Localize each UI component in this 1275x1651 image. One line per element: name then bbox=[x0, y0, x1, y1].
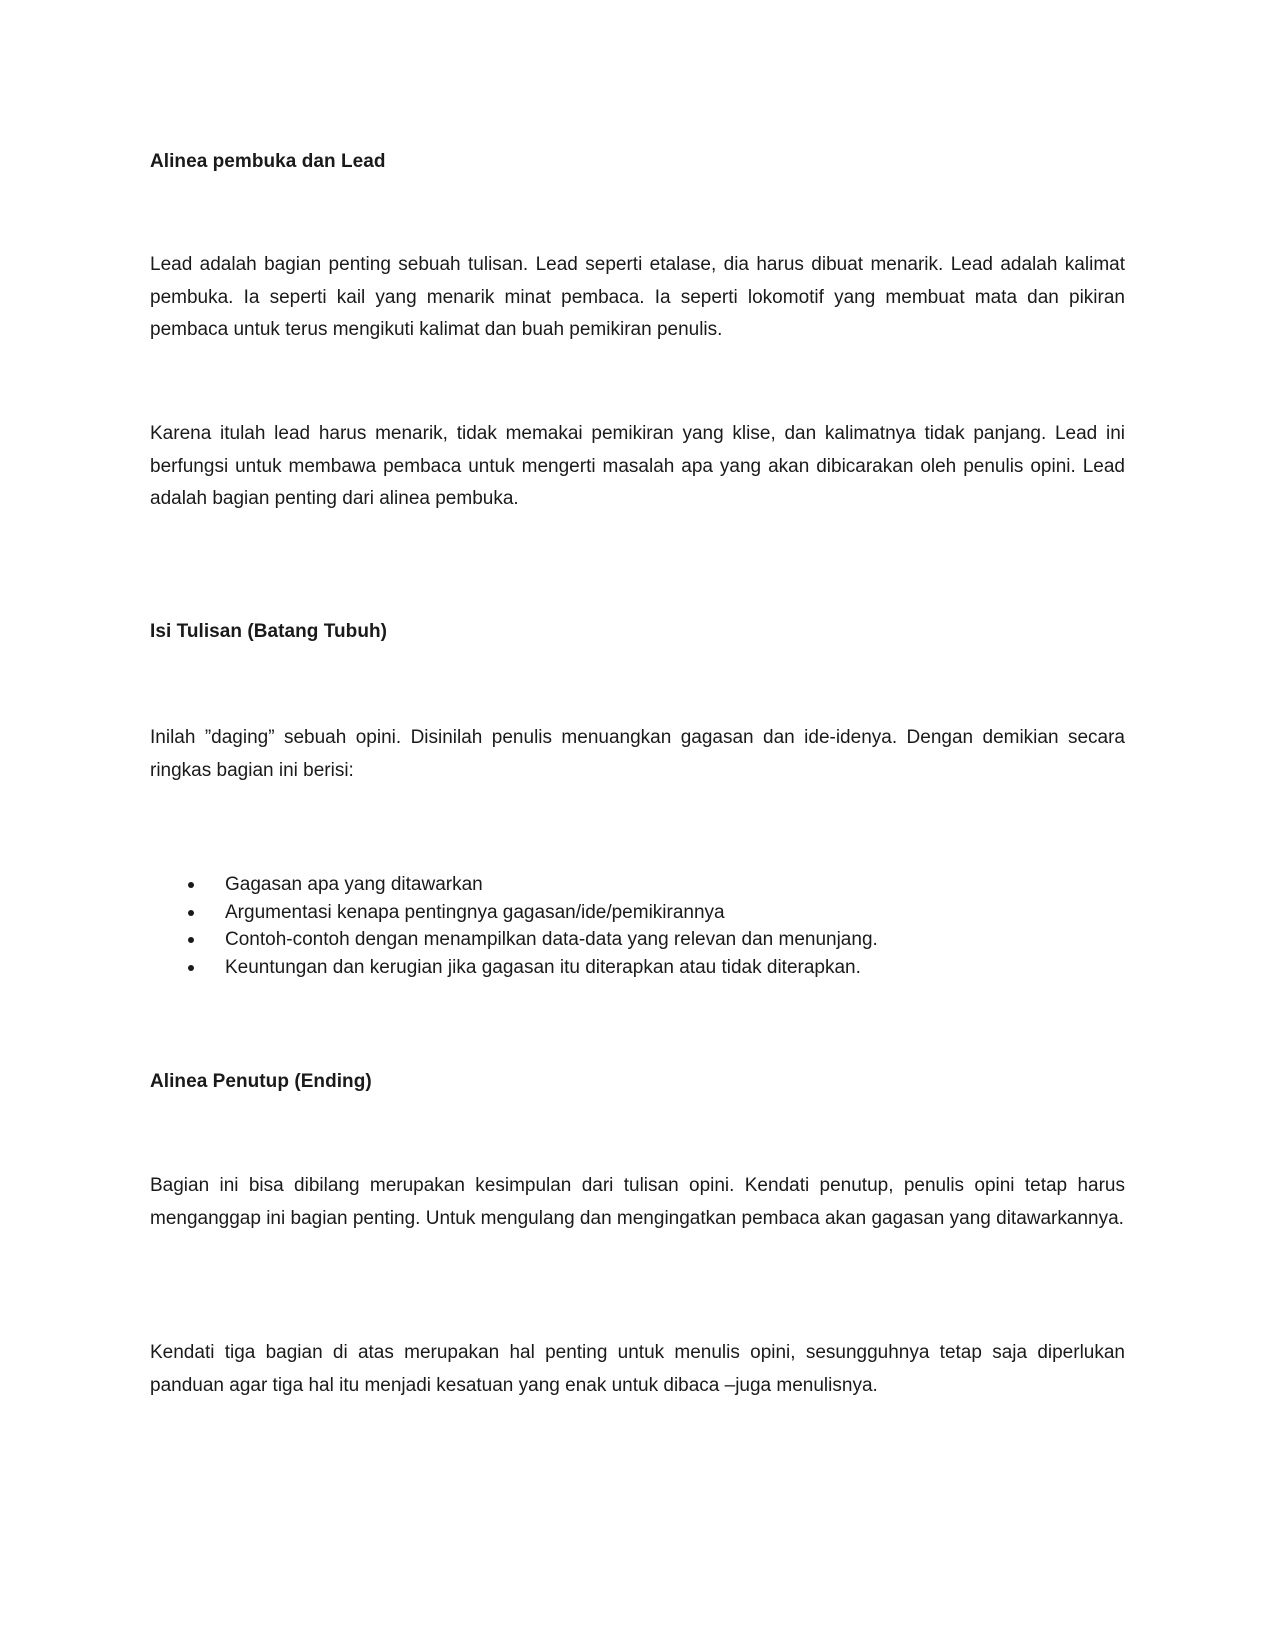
bullet-icon bbox=[188, 910, 194, 916]
list-item bbox=[150, 871, 1125, 899]
bullet-icon bbox=[188, 965, 194, 971]
paragraph-closing-summary: Bagian ini bisa dibilang merupakan kesimpulan dari tulisan opini. Kendati penutup, penulis opini tetap harus menganggap ini bagian penting. Untuk mengulang dan mengingatkan pembaca akan gagasan yang ditawarkannya. bbox=[150, 1175, 1125, 1229]
list-item-text: Argumentasi kenapa pentingnya gagasan/ide/pemikirannya bbox=[225, 901, 725, 923]
list-item-text: Keuntungan dan kerugian jika gagasan itu diterapkan atau tidak diterapkan. bbox=[225, 957, 861, 979]
list-item bbox=[150, 926, 1125, 954]
list-item-text: Contoh-contoh dengan menampilkan data-data yang relevan dan menunjang. bbox=[225, 929, 878, 951]
paragraph-closing-note: Kendati tiga bagian di atas merupakan hal penting untuk menulis opini, sesungguhnya tetap saja diperlukan panduan agar tiga hal itu menjadi kesatuan yang enak untuk dibaca –juga menulisnya. bbox=[150, 1342, 1125, 1396]
section-heading-closing: Alinea Penutup (Ending) bbox=[150, 1071, 372, 1092]
bullet-icon bbox=[188, 882, 194, 888]
bullet-list bbox=[150, 871, 1125, 982]
section-heading-opening: Alinea pembuka dan Lead bbox=[150, 151, 386, 172]
paragraph-lead-definition: Lead adalah bagian penting sebuah tulisan. Lead seperti etalase, dia harus dibuat menarik. Lead adalah kalimat pembuka. Ia seperti kail yang menarik minat pembaca. Ia seperti lokomotif yang membuat mata dan pikiran pembaca untuk terus mengikuti kalimat dan buah pemikiran penulis. bbox=[150, 254, 1125, 340]
paragraph-lead-purpose: Karena itulah lead harus menarik, tidak memakai pemikiran yang klise, dan kalimatnya tidak panjang. Lead ini berfungsi untuk membawa pembaca untuk mengerti masalah apa yang akan dibicarakan oleh penulis opini. Lead adalah bagian penting dari alinea pembuka. bbox=[150, 423, 1125, 509]
list-item bbox=[150, 954, 1125, 982]
list-item bbox=[150, 899, 1125, 927]
section-heading-body: Isi Tulisan (Batang Tubuh) bbox=[150, 621, 388, 642]
list-item-text: Gagasan apa yang ditawarkan bbox=[225, 874, 483, 895]
paragraph-body-intro: Inilah ”daging” sebuah opini. Disinilah penulis menuangkan gagasan dan ide-idenya. Dengan demikian secara ringkas bagian ini berisi: bbox=[150, 727, 1125, 781]
bullet-icon bbox=[188, 937, 194, 943]
